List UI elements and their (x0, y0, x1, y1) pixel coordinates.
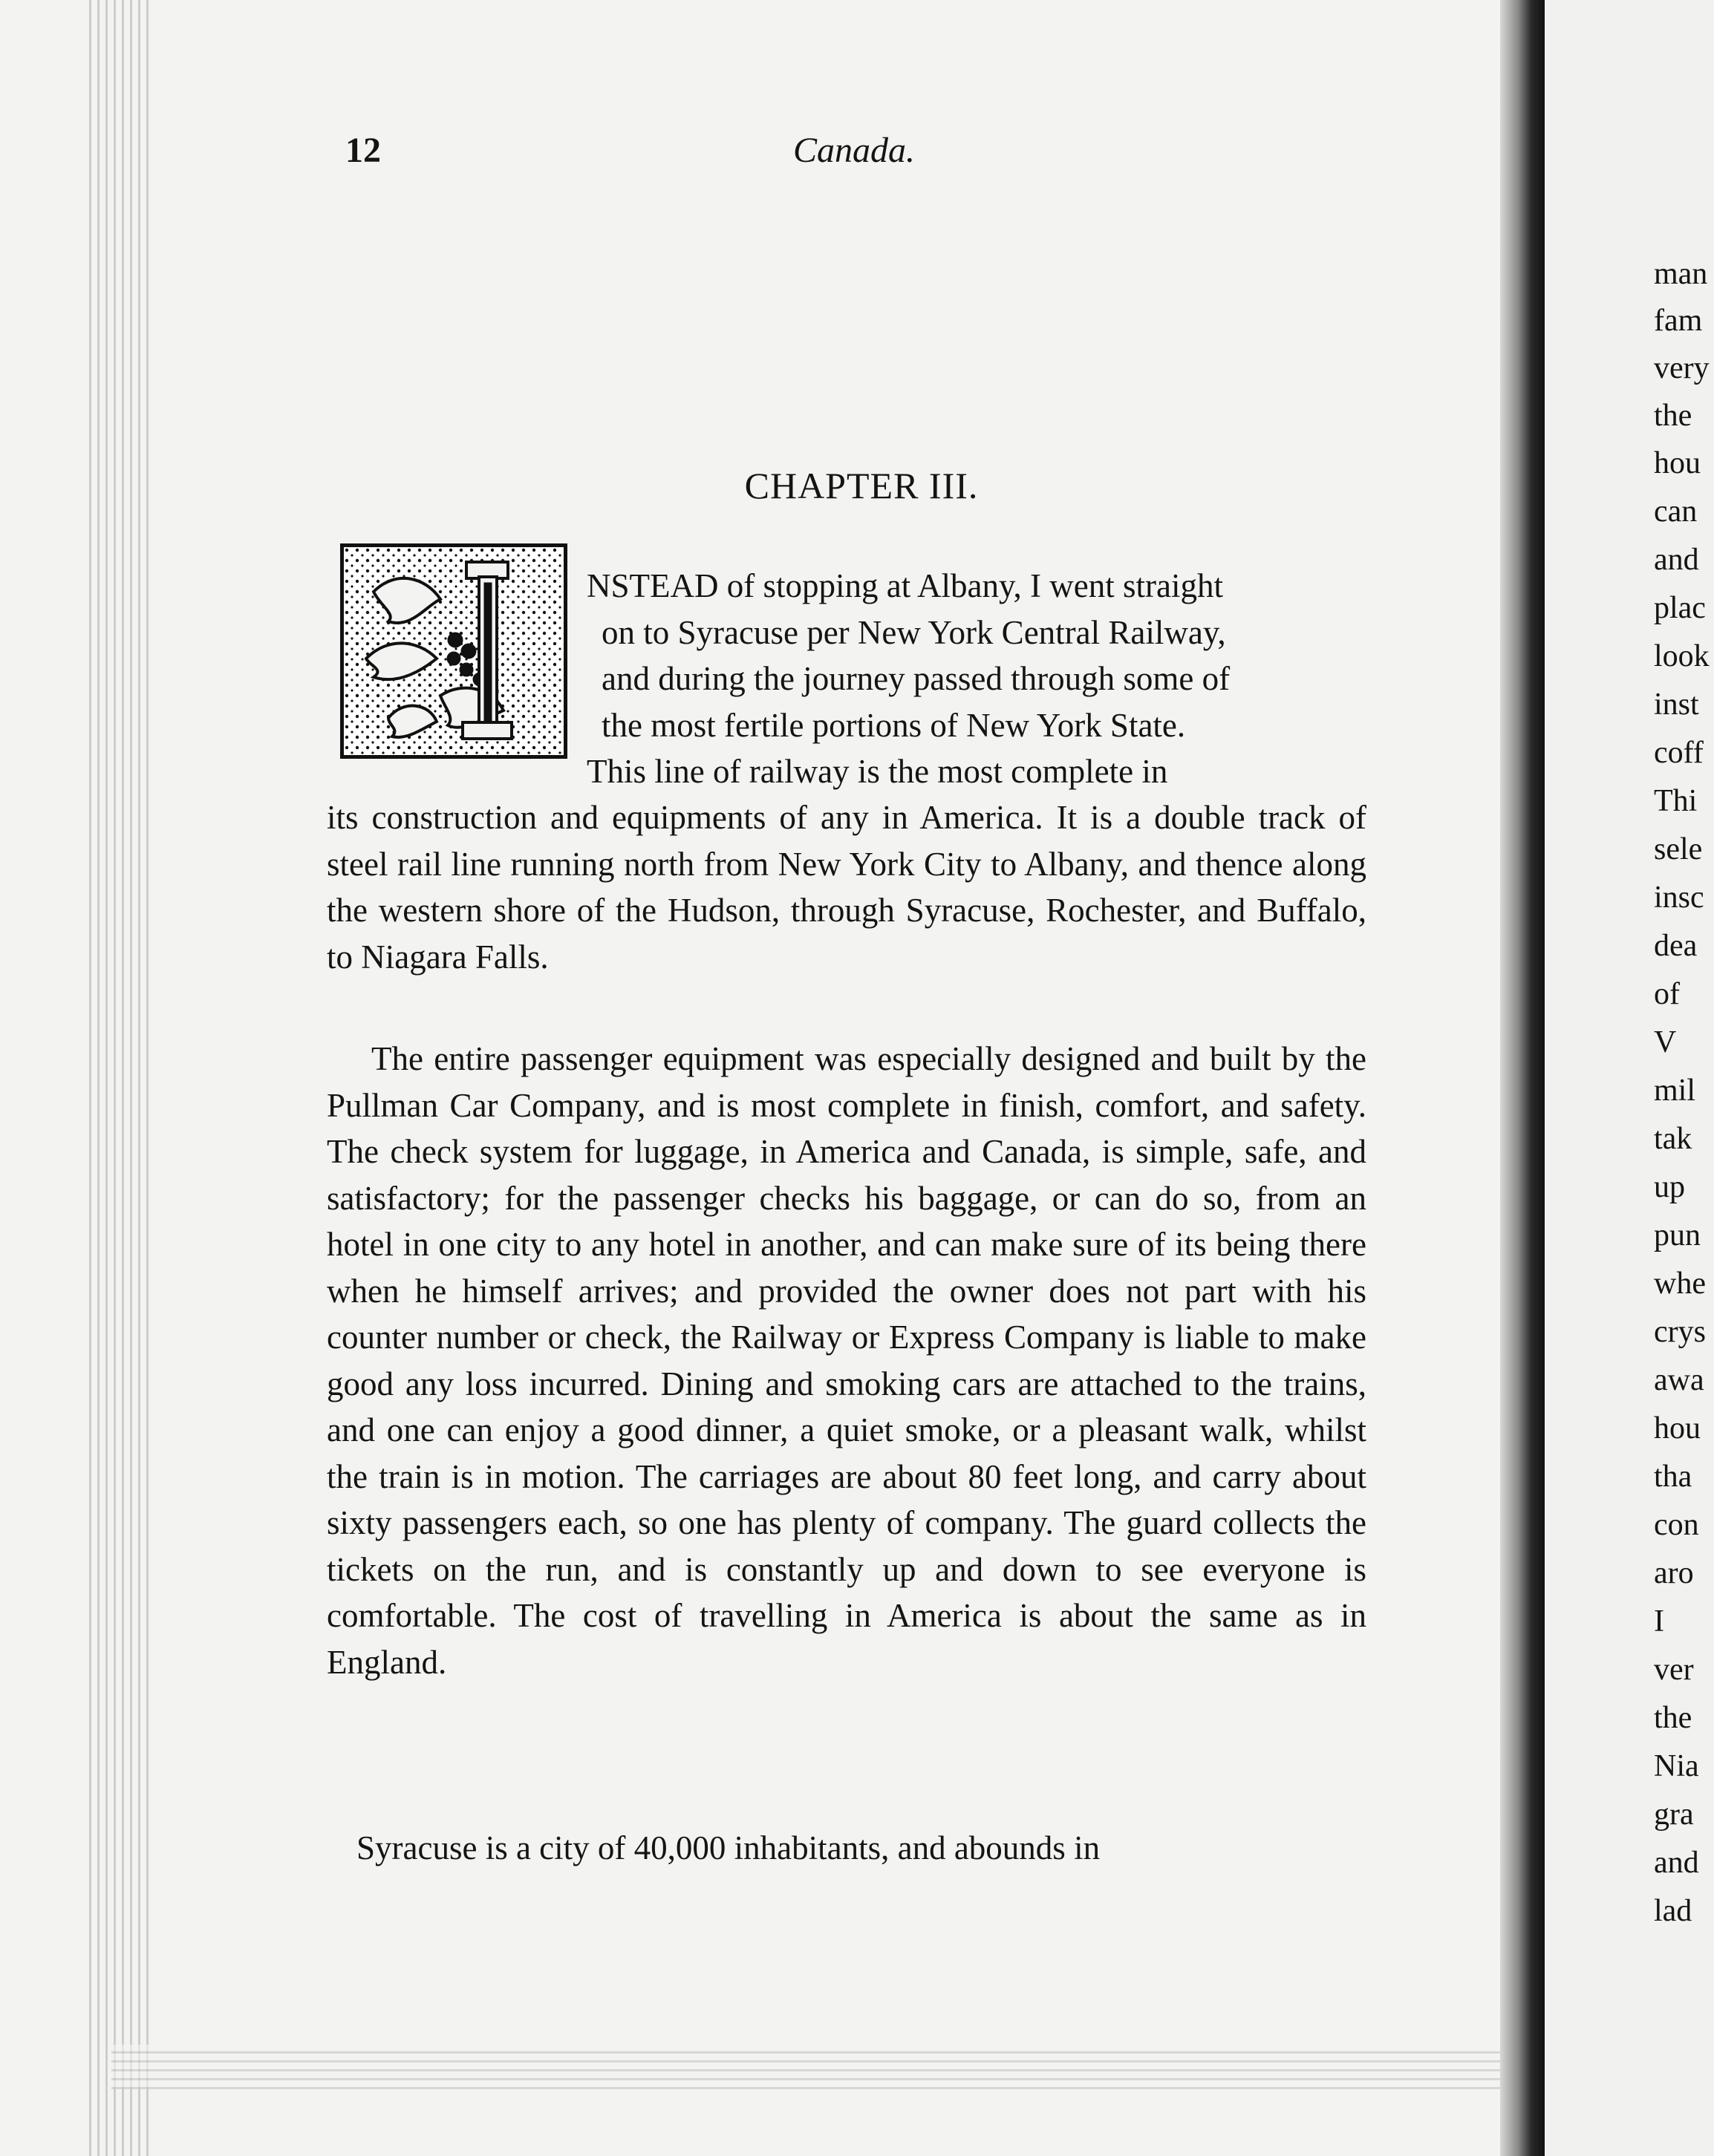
right-page-line: very (1654, 351, 1710, 385)
page-number: 12 (345, 131, 381, 170)
right-page-line: tha (1654, 1460, 1692, 1494)
right-page-line: mil (1654, 1074, 1696, 1108)
para-1-line: and during the journey passed through some of (602, 660, 1231, 697)
right-page-line: look (1654, 639, 1710, 673)
right-page-line: awa (1654, 1363, 1704, 1397)
right-page-line: sele (1654, 832, 1703, 866)
right-page-line: of (1654, 977, 1680, 1011)
right-page-line: can (1654, 494, 1698, 529)
paragraph-1-opening (327, 563, 1366, 795)
paragraph-1-continued: its construction and equipments of any in America. It is a double track of steel rail line running north from New York City to Albany, and thence along the western shore of the Hudson, through Syracuse, Rochester, and Buffalo, to Niagara Falls. (327, 799, 1366, 976)
right-page-line: whe (1654, 1267, 1706, 1301)
right-page-line: insc (1654, 881, 1704, 915)
right-page-line: tak (1654, 1122, 1692, 1156)
right-page-line: dea (1654, 929, 1698, 963)
right-page-line: crys (1654, 1315, 1706, 1349)
right-page-line: Thi (1654, 784, 1698, 818)
paragraph-3: Syracuse is a city of 40,000 inhabitants, and abounds in (356, 1829, 1101, 1866)
right-page-line: inst (1654, 687, 1699, 722)
right-page-line: plac (1654, 591, 1706, 625)
right-page-line: fam (1654, 304, 1703, 338)
right-page-line: coff (1654, 736, 1704, 770)
right-page-line: Nia (1654, 1749, 1699, 1783)
right-page-line: V (1654, 1025, 1677, 1059)
right-page-line: and (1654, 1846, 1699, 1880)
page-bottom-edge (111, 2045, 1515, 2089)
chapter-heading: CHAPTER III. (744, 465, 979, 506)
right-page-line: hou (1654, 1411, 1701, 1446)
right-page-line: hou (1654, 446, 1701, 480)
right-page-line: con (1654, 1508, 1699, 1542)
paragraph-2: The entire passenger equipment was especially designed and built by the Pullman Car Company, and is most complete in finish, comfort, and safety. The check system for luggage, in America and Canada, is simple, safe, and satisfactory; for the passenger checks his baggage, or can do so, from an hotel in one city to any hotel in another, and can make sure of its being there when he himself arrives; and provided the owner does not part with his counter number or check, the Railway or Express Company is liable to make good any loss incurred. Dining and smoking cars are attached to the trains, and one can enjoy a good dinner, a quiet smoke, or a pleasant walk, whilst the train is in motion. The carriages are about 80 feet long, and carry about sixty passengers each, so one has plenty of company. The guard collects the tickets on the run, and is constantly up and down to see everyone is comfortable. The cost of travelling in America is about the same as in England. (327, 1040, 1366, 1681)
right-page-line: pun (1654, 1218, 1701, 1252)
right-page-line: gra (1654, 1797, 1694, 1832)
page-edge-lines (83, 0, 150, 2156)
para-1-line: This line of railway is the most complete in (587, 753, 1168, 790)
right-page-fragment (1545, 0, 1714, 2156)
running-title: Canada. (793, 131, 916, 170)
para-1-line: NSTEAD of stopping at Albany, I went straight (587, 567, 1223, 604)
book-gutter (1500, 0, 1545, 2156)
right-page-line: aro (1654, 1556, 1694, 1590)
right-page-line: ver (1654, 1653, 1694, 1687)
right-page-line: the (1654, 399, 1692, 433)
right-page-line: I (1654, 1604, 1664, 1639)
right-page-line: up (1654, 1170, 1685, 1204)
right-page-line: man (1654, 257, 1708, 291)
right-page-line: the (1654, 1701, 1692, 1735)
para-1-line: on to Syracuse per New York Central Railway, (602, 613, 1226, 651)
para-1-line: the most fertile portions of New York State. (602, 706, 1186, 744)
right-page-line: lad (1654, 1894, 1692, 1928)
right-page-line: and (1654, 543, 1699, 577)
